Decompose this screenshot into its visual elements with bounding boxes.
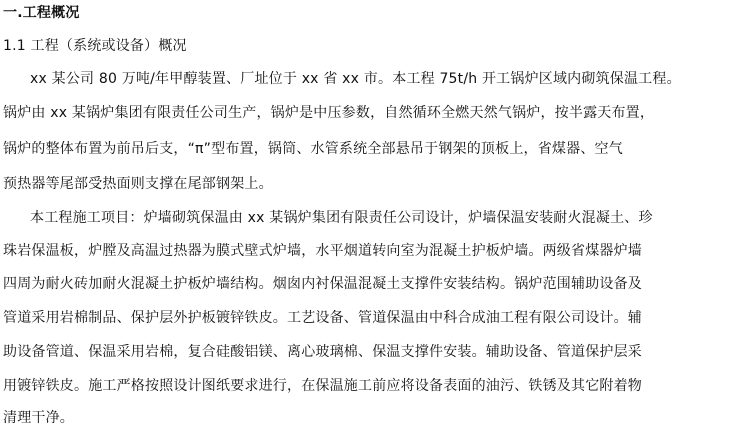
paragraph-2-line-5: 助设备管道、保温采用岩棉，复合硅酸铝镁、离心玻璃棉、保温支撑件安装。辅助设备、管道保护层采 <box>3 344 642 360</box>
section-heading: 一.工程概况 <box>3 5 80 21</box>
paragraph-1-line-2: 锅炉由 xx 某锅炉集团有限责任公司生产，锅炉是中压参数，自然循环全燃天然气锅炉，按半露天布置， <box>3 105 655 121</box>
paragraph-2-line-6: 用镀锌铁皮。施工严格按照设计图纸要求进行，在保温施工前应将设备表面的油污、铁锈及其它附着物 <box>3 378 642 394</box>
paragraph-2-line-3: 四周为耐火砖加耐火混凝土护板炉墙结构。烟囱内衬保温混凝土支撑件安装结构。锅炉范围辅助设备及 <box>3 276 642 292</box>
paragraph-2-line-7: 清理干净。 <box>3 410 74 426</box>
paragraph-2-line-2: 珠岩保温板，炉膛及高温过热器为膜式壁式炉墙，水平烟道转向室为混凝土护板炉墙。两级省煤器炉墙 <box>3 243 642 259</box>
paragraph-2-line-4: 管道采用岩棉制品、保护层外护板镀锌铁皮。工艺设备、管道保温由中科合成油工程有限公司设计。辅 <box>3 310 642 326</box>
section-subheading: 1.1 工程（系统或设备）概况 <box>3 38 187 54</box>
paragraph-1-line-4: 预热器等尾部受热面则支撑在尾部钢架上。 <box>3 176 273 192</box>
paragraph-2-line-1: 本工程施工项目：炉墙砌筑保温由 xx 某锅炉集团有限责任公司设计，炉墙保温安装耐火混凝土、珍 <box>30 210 653 226</box>
paragraph-1-line-3: 锅炉的整体布置为前吊后支，“π”型布置，锅筒、水管系统全部悬吊于钢架的顶板上，省煤器、空气 <box>3 141 623 157</box>
paragraph-1-line-1: xx 某公司 80 万吨/年甲醇装置、厂址位于 xx 省 xx 市。本工程 75t/h 开工锅炉区域内砌筑保温工程。 <box>30 71 681 87</box>
